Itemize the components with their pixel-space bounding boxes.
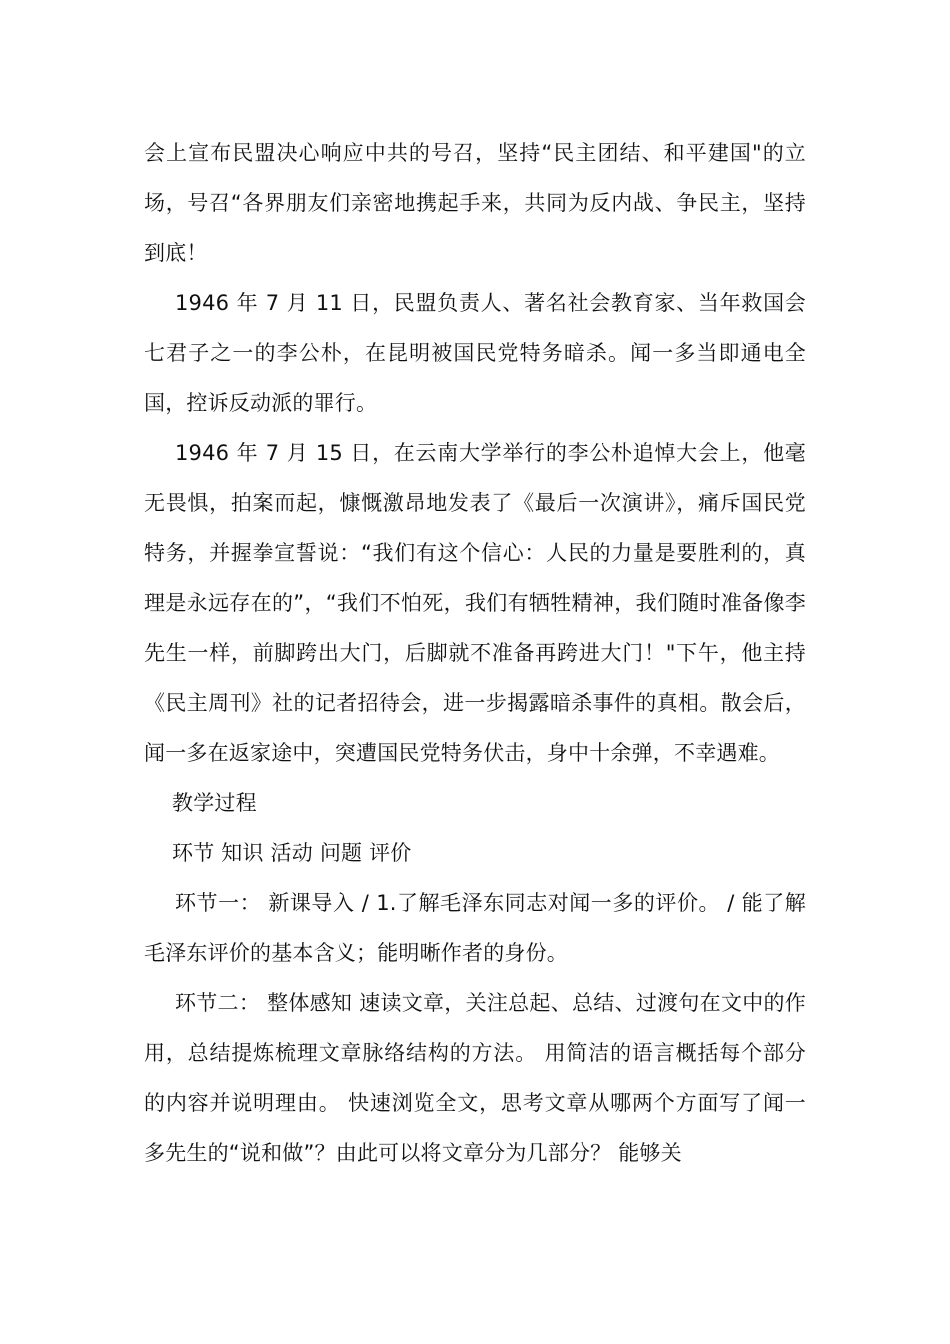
document-body (144, 128, 806, 1178)
paragraph-stage-two: 环节二： 整体感知 速读文章，关注总起、总结、过渡句在文中的作用，总结提炼梳理文章脉络结构的方法。 用简洁的语言概括每个部分的内容并说明理由。 快速浏览全文，思考文章从哪两个方面写了闻一多先生的“说和做”？由此可以将文章分为几部分？ 能够关 (144, 991, 806, 1165)
paragraph-stage-one: 环节一： 新课导入 / 1.了解毛泽东同志对闻一多的评价。 / 能了解毛泽东评价的基本含义；能明晰作者的身份。 (144, 891, 806, 965)
table-header-line: 环节 知识 活动 问题 评价 (172, 841, 412, 865)
paragraph-li-gongpu-assassination: 1946 年 7 月 11 日，民盟负责人、著名社会教育家、当年救国会七君子之一的李公朴，在昆明被国民党特务暗杀。闻一多当即通电全国，控诉反动派的罪行。 (144, 291, 806, 415)
paragraph-continuation: 会上宣布民盟决心响应中共的号召，坚持“民主团结、和平建国"的立场，号召“各界朋友们亲密地携起手来，共同为反内战、争民主，坚持到底！ (144, 141, 806, 265)
heading-teaching-process: 教学过程 (172, 791, 257, 815)
paragraph-last-speech: 1946 年 7 月 15 日，在云南大学举行的李公朴追悼大会上，他毫无畏惧，拍案而起，慷慨激昂地发表了《最后一次演讲》，痛斥国民党特务，并握拳宣誓说：“我们有这个信心：人民的力量是要胜利的，真理是永远存在的”，“我们不怕死，我们有牺牲精神，我们随时准备像李先生一样，前脚跨出大门，后脚就不准备再跨进大门！"下午，他主持《民主周刊》社的记者招待会，进一步揭露暗杀事件的真相。散会后，闻一多在返家途中，突遭国民党特务伏击，身中十余弹，不幸遇难。 (144, 441, 806, 765)
